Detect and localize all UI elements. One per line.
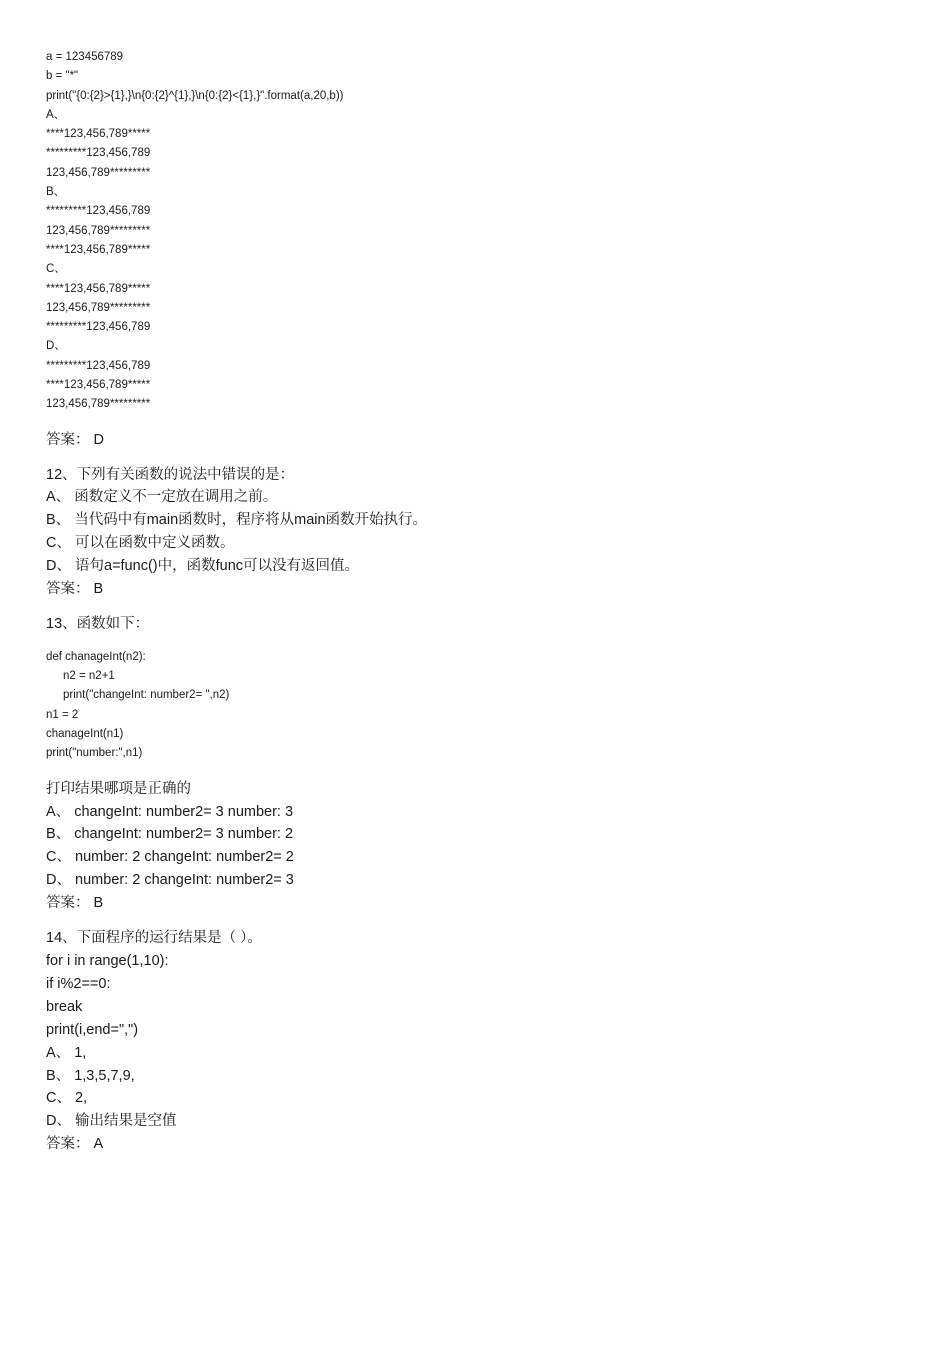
option-line: 123,456,789********* bbox=[46, 166, 151, 179]
option-d: D、 number: 2 changeInt: number2= 3 bbox=[46, 872, 294, 889]
question-13 bbox=[46, 613, 906, 915]
answer: 答案： B bbox=[46, 581, 104, 598]
code-line: b = "*" bbox=[46, 70, 79, 83]
option-c: C、 可以在函数中定义函数。 bbox=[46, 535, 235, 552]
option-c: C、 number: 2 changeInt: number2= 2 bbox=[46, 849, 294, 866]
code-line: print(i,end=",") bbox=[46, 1021, 139, 1038]
answer: 答案： D bbox=[46, 431, 104, 448]
code-line: if i%2==0: bbox=[46, 975, 111, 992]
option-b: B、 1,3,5,7,9, bbox=[46, 1067, 135, 1084]
option-c: C、 2, bbox=[46, 1090, 88, 1107]
code-line: n2 = n2+1 bbox=[63, 670, 115, 683]
option-b: B、 当代码中有main函数时，程序将从main函数开始执行。 bbox=[46, 512, 428, 529]
question-text: 14、下面程序的运行结果是（ ）。 bbox=[46, 930, 262, 947]
option-line: *********123,456,789 bbox=[46, 321, 151, 334]
question-14 bbox=[46, 927, 906, 1156]
option-line: 123,456,789********* bbox=[46, 224, 151, 237]
option-a: A、 函数定义不一定放在调用之前。 bbox=[46, 489, 278, 506]
option-line: ****123,456,789***** bbox=[46, 243, 151, 256]
option-label: C、 bbox=[46, 263, 66, 276]
option-line: ****123,456,789***** bbox=[46, 379, 151, 392]
option-label: A、 bbox=[46, 108, 66, 121]
question-text: 13、函数如下： bbox=[46, 615, 150, 632]
code-line: print("changeInt: number2= ",n2) bbox=[63, 689, 230, 702]
option-label: D、 bbox=[46, 340, 66, 353]
answer: 答案： A bbox=[46, 1136, 104, 1153]
option-line: *********123,456,789 bbox=[46, 359, 151, 372]
code-line: a = 123456789 bbox=[46, 51, 124, 63]
option-d: D、 语句a=func()中，函数func可以没有返回值。 bbox=[46, 558, 360, 575]
option-line: 123,456,789********* bbox=[46, 398, 151, 411]
option-line: ****123,456,789***** bbox=[46, 282, 151, 295]
option-d: D、 输出结果是空值 bbox=[46, 1113, 177, 1130]
code-line: break bbox=[46, 998, 83, 1015]
code-line: n1 = 2 bbox=[46, 708, 79, 721]
question-text: 12、下列有关函数的说法中错误的是： bbox=[46, 466, 295, 483]
option-a: A、 changeInt: number2= 3 number: 3 bbox=[46, 803, 294, 820]
question-prompt: 打印结果哪项是正确的 bbox=[46, 780, 191, 797]
option-line: ****123,456,789***** bbox=[46, 128, 151, 141]
option-line: *********123,456,789 bbox=[46, 147, 151, 160]
option-a: A、 1, bbox=[46, 1044, 87, 1061]
answer: 答案： B bbox=[46, 895, 104, 912]
question-11 bbox=[46, 48, 906, 452]
option-line: *********123,456,789 bbox=[46, 205, 151, 218]
question-12 bbox=[46, 464, 906, 601]
code-line: print("number:",n1) bbox=[46, 747, 143, 760]
code-line: def chanageInt(n2): bbox=[46, 650, 146, 663]
code-line: for i in range(1,10): bbox=[46, 953, 169, 970]
option-b: B、 changeInt: number2= 3 number: 2 bbox=[46, 826, 294, 843]
option-label: B、 bbox=[46, 186, 66, 199]
option-line: 123,456,789********* bbox=[46, 301, 151, 314]
code-line: chanageInt(n1) bbox=[46, 728, 124, 741]
document-page bbox=[46, 48, 906, 1156]
code-line: print("{0:{2}>{1},}\n{0:{2}^{1},}\n{0:{2}<{1},}".format(a,20,b)) bbox=[46, 89, 344, 102]
